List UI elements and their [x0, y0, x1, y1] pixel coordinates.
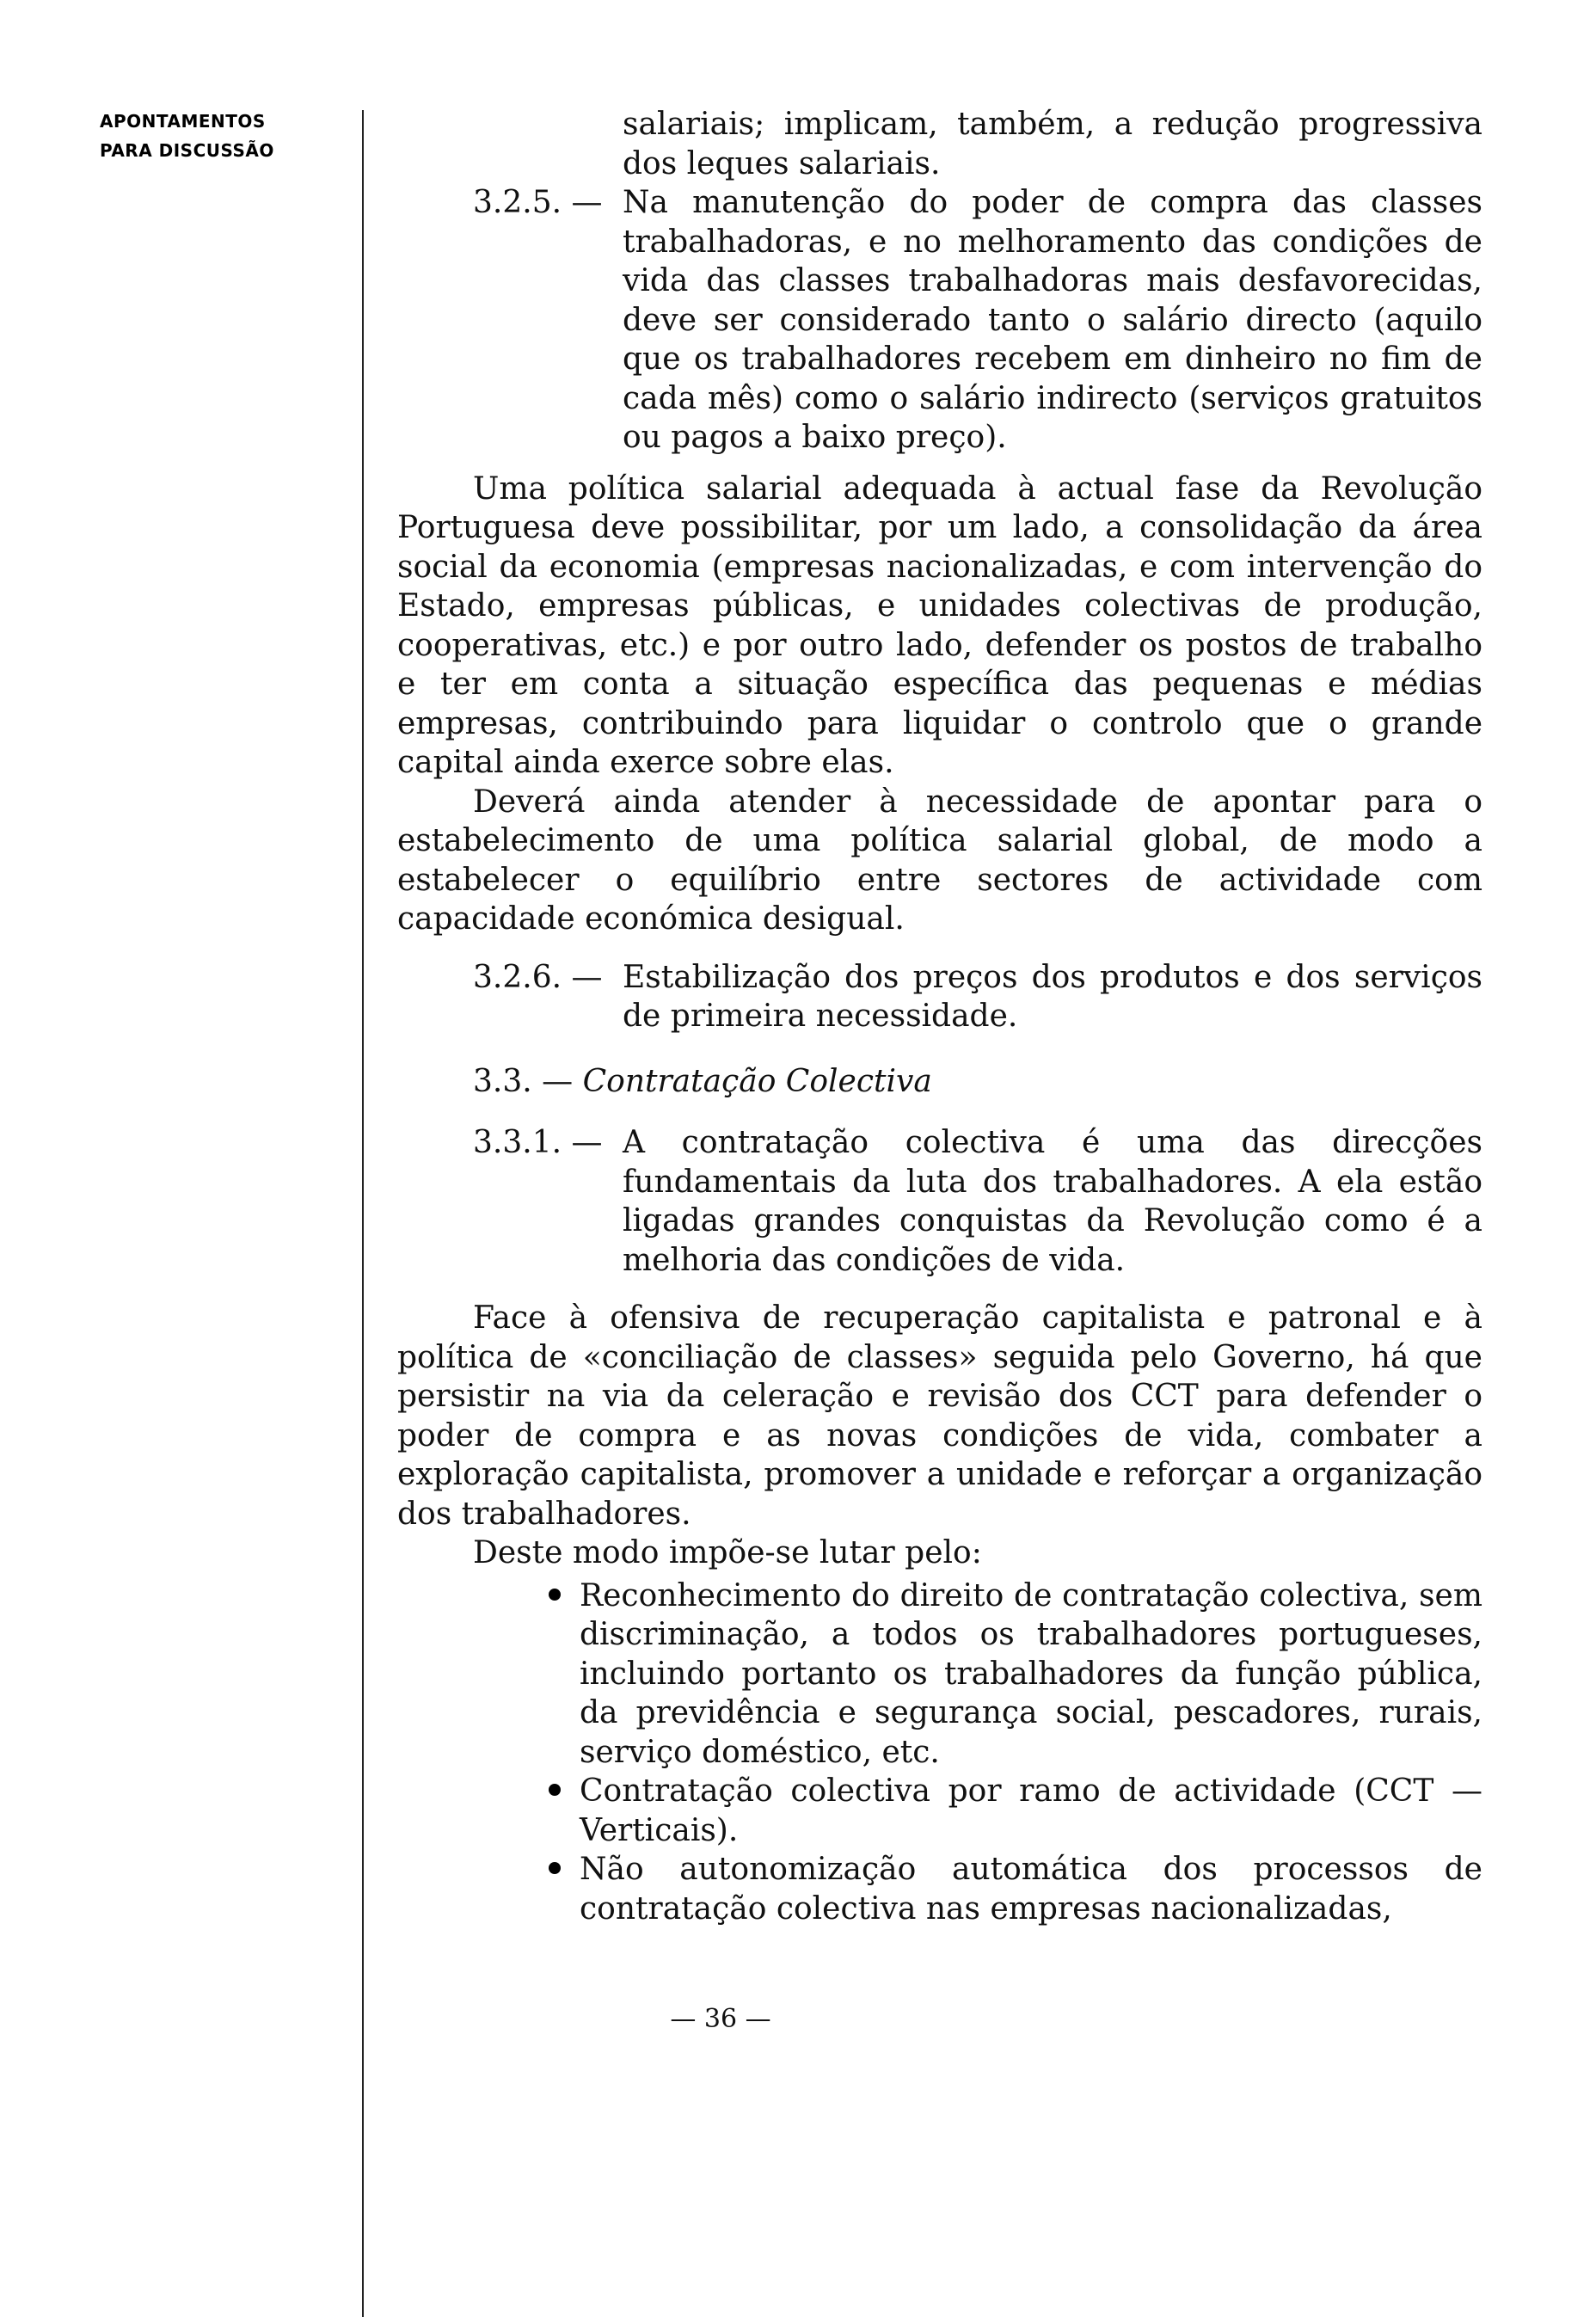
paragraph-politica-salarial: Uma política salarial adequada à actual fase da Revolução Portuguesa deve possibilitar, por um lado, a consolidação da área social da economia (empresas nacionalizadas, e com intervenção do Estado, empresas públicas, e unidades colectivas de produção, cooperativas, etc.) e por outro lado, defender os postos de trabalho e ter em conta a situação específica das pequenas e médias empresas, contribuindo para liquidar o controlo que o grande capital ainda exerce sobre elas.	[397, 470, 1482, 780]
section-3-3-1	[397, 1123, 1482, 1280]
section-number-3-3: 3.3. —	[473, 1063, 574, 1099]
section-text-3-2-6: Estabilização dos preços dos produtos e dos serviços de primeira necessidade.	[623, 959, 1482, 1034]
section-number-3-3-1: 3.3.1. —	[473, 1125, 603, 1160]
section-3-3-heading	[397, 1062, 1482, 1102]
section-text-3-3-1: A contratação colectiva é uma das direcções fundamentais da luta dos trabalhadores. A ela estão ligadas grandes conquistas da Revolução como é a melhoria das condições de vida.	[623, 1125, 1482, 1278]
paragraph-equilibrio: Deverá ainda atender à necessidade de apontar para o estabelecimento de uma política salarial global, de modo a estabelecer o equilíbrio entre sectores de actividade com capacidade económica desigual.	[397, 784, 1482, 937]
list-item	[580, 1772, 1482, 1850]
section-3-2-6	[397, 958, 1482, 1036]
section-3-2-5	[397, 183, 1482, 458]
bullet-icon	[549, 1862, 561, 1874]
page-body	[397, 105, 1482, 1928]
section-title-3-3: Contratação Colectiva	[582, 1063, 932, 1099]
bullet-icon	[549, 1784, 561, 1796]
side-label-line-1: APONTAMENTOS	[100, 111, 266, 132]
list-item	[580, 1850, 1482, 1928]
list-item	[580, 1576, 1482, 1773]
continued-paragraph: salariais; implicam, também, a redução progressiva dos leques salariais.	[623, 107, 1482, 181]
page-number-text: — 36 —	[670, 2004, 771, 2034]
demands-list	[397, 1576, 1482, 1929]
section-number-3-2-6: 3.2.6. —	[473, 959, 603, 995]
paragraph-ofensiva: Face à ofensiva de recuperação capitalista e patronal e à política de «conciliação de classes» seguida pelo Governo, há que persistir na via da celeração e revisão dos CCT para defender o poder de compra e as novas condições de vida, combater a exploração capitalista, promover a unidade e reforçar a organização dos trabalhadores.	[397, 1300, 1482, 1532]
bullet-icon	[549, 1589, 561, 1601]
section-side-label	[100, 107, 274, 165]
page-number	[0, 2004, 1596, 2034]
list-item-text: Reconhecimento do direito de contratação colectiva, sem discriminação, a todos os trabalhadores portugueses, incluindo portanto os trabalhadores da função pública, da previdência e segurança social, pescadores, rurais, serviço doméstico, etc.	[580, 1577, 1482, 1770]
section-number-3-2-5: 3.2.5. —	[473, 185, 603, 220]
list-item-text: Não autonomização automática dos processos de contratação colectiva nas empresas nacionalizadas,	[580, 1852, 1482, 1927]
side-label-line-2: PARA DISCUSSÃO	[100, 140, 274, 161]
margin-rule	[362, 110, 364, 2317]
section-text-3-2-5: Na manutenção do poder de compra das classes trabalhadoras, e no melhoramento das condições de vida das classes trabalhadoras mais desfavorecidas, deve ser considerado tanto o salário directo (aquilo que os trabalhadores recebem em dinheiro no fim de cada mês) como o salário indirecto (serviços gratuitos ou pagos a baixo preço).	[623, 185, 1482, 455]
paragraph-deste-modo: Deste modo impõe-se lutar pelo:	[473, 1535, 982, 1570]
list-item-text: Contratação colectiva por ramo de actividade (CCT — Verticais).	[580, 1773, 1482, 1848]
